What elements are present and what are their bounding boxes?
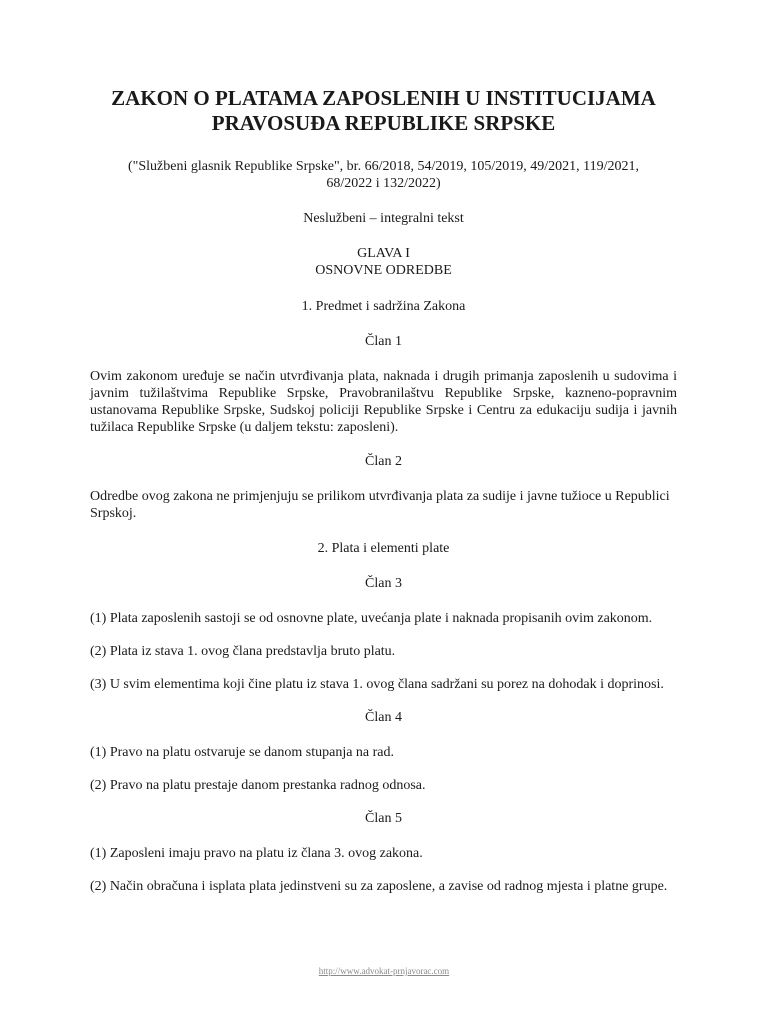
document-title-line1: ZAKON O PLATAMA ZAPOSLENIH U INSTITUCIJAMA (111, 86, 656, 110)
article-5-paragraph-1: (1) Zaposleni imaju pravo na platu iz člana 3. ovog zakona. (90, 846, 423, 861)
article-4-paragraph-1: (1) Pravo na platu ostvaruje se danom stupanja na rad. (90, 745, 395, 760)
article-heading-1: Član 1 (365, 334, 402, 349)
gazette-reference-line1: ("Službeni glasnik Republike Srpske", br. 66/2018, 54/2019, 105/2019, 49/2021, 119/2021, (128, 159, 639, 174)
article-heading-2: Član 2 (365, 454, 402, 469)
chapter-number: GLAVA I (357, 246, 410, 261)
footer-website-link[interactable]: http://www.advokat-prnjavorac.com (318, 966, 450, 976)
article-heading-3: Član 3 (365, 576, 402, 591)
section-title-1: 1. Predmet i sadržina Zakona (301, 299, 466, 314)
section-title-2: 2. Plata i elementi plate (317, 541, 450, 556)
article-3-paragraph-2: (2) Plata iz stava 1. ovog člana predstavlja bruto platu. (90, 644, 396, 659)
article-3-paragraph-1: (1) Plata zaposlenih sastoji se od osnovne plate, uvećanja plate i naknada propisanih ovim zakonom. (90, 611, 653, 626)
article-1-text: Ovim zakonom uređuje se način utvrđivanja plata, naknada i drugih primanja zaposlenih u sudovima i javnim tužilaštvima Republike Srpske, Pravobranilaštvu Republike Srpske, kazneno-popravnim ustanovama Republike Srpske, Sudskoj policiji Republike Srpske i Centru za edukaciju sudija i javnih tužilaca Republike Srpske (u daljem tekstu: zaposleni). (90, 369, 677, 435)
article-5-paragraph-2: (2) Način obračuna i isplata plata jedinstveni su za zaposlene, a zavise od radnog mjesta i platne grupe. (90, 879, 668, 894)
unofficial-text-note: Neslužbeni – integralni tekst (303, 211, 464, 226)
article-4-paragraph-2: (2) Pravo na platu prestaje danom prestanka radnog odnosa. (90, 778, 426, 793)
chapter-title: OSNOVNE ODREDBE (315, 263, 452, 278)
article-3-paragraph-3: (3) U svim elementima koji čine platu iz stava 1. ovog člana sadržani su porez na dohodak i doprinosi. (90, 677, 664, 692)
document-title-line2: PRAVOSUĐA REPUBLIKE SRPSKE (211, 111, 556, 135)
article-heading-5: Član 5 (365, 811, 402, 826)
article-2-text: Odredbe ovog zakona ne primjenjuju se prilikom utvrđivanja plata za sudije i javne tužioce u Republici Srpskoj. (90, 489, 670, 521)
gazette-reference-line2: 68/2022 i 132/2022) (326, 176, 441, 191)
gazette-reference (90, 158, 677, 192)
document-title (90, 86, 677, 136)
document-page (90, 86, 677, 895)
article-heading-4: Član 4 (365, 710, 402, 725)
